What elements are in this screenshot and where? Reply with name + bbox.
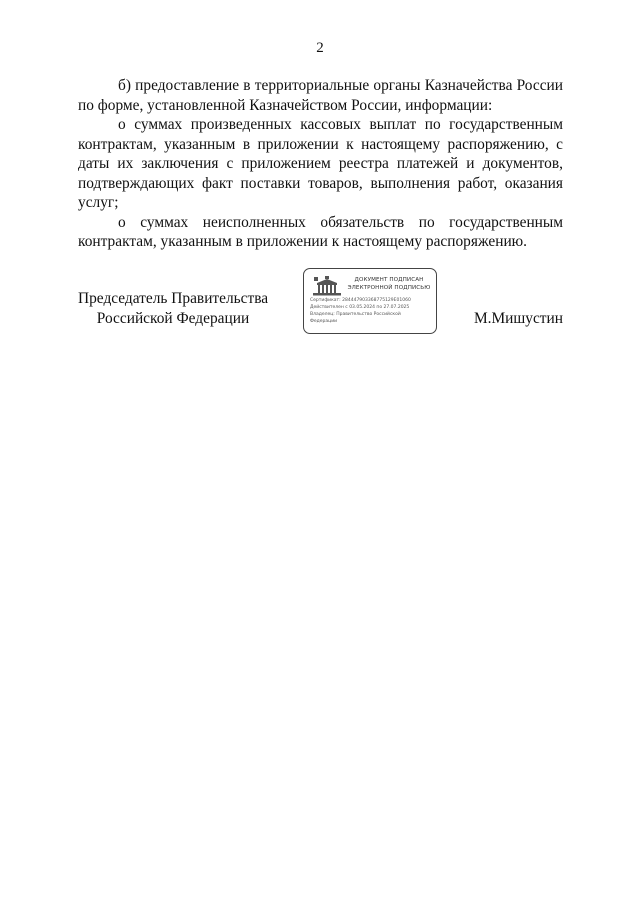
paragraph-b: б) предоставление в территориальные органы Казначейства России по форме, установленной Казначейством России, информации: <box>78 77 563 114</box>
signer-title <box>78 289 268 328</box>
stamp-header-line1: ДОКУМЕНТ ПОДПИСАН <box>354 277 424 283</box>
page-number: 2 <box>316 40 324 56</box>
signer-title-line1: Председатель Правительства <box>78 290 269 307</box>
stamp-certificate: Сертификат: 284447903368775129E01060 <box>310 298 411 303</box>
stamp-header <box>346 277 432 292</box>
paragraph-obligations: о суммах неисполненных обязательств по государственным контрактам, указанным в приложении к настоящему распоряжению. <box>78 213 563 250</box>
stamp-details <box>310 297 434 325</box>
stamp-header-line2: ЭЛЕКТРОННОЙ ПОДПИСЬЮ <box>347 284 431 291</box>
government-building-icon <box>311 275 343 297</box>
body-text <box>78 76 563 252</box>
signer-name: М.Мишустин <box>473 310 563 327</box>
paragraph-payments: о суммах произведенных кассовых выплат по государственным контрактам, указанным в приложении к настоящему распоряжению, с даты их заключения с приложением реестра платежей и документов, подтверждающих факт поставки товаров, выполнения работ, оказания услуг; <box>78 116 563 211</box>
stamp-owner-line2: Федерации <box>310 319 338 324</box>
stamp-owner-line1: Владелец: Правительство Российской <box>310 312 401 317</box>
signer-title-line2: Российской Федерации <box>96 309 250 327</box>
electronic-signature-stamp <box>303 268 437 334</box>
stamp-validity: Действителен с 03.05.2024 по 27.07.2025 <box>310 305 410 310</box>
